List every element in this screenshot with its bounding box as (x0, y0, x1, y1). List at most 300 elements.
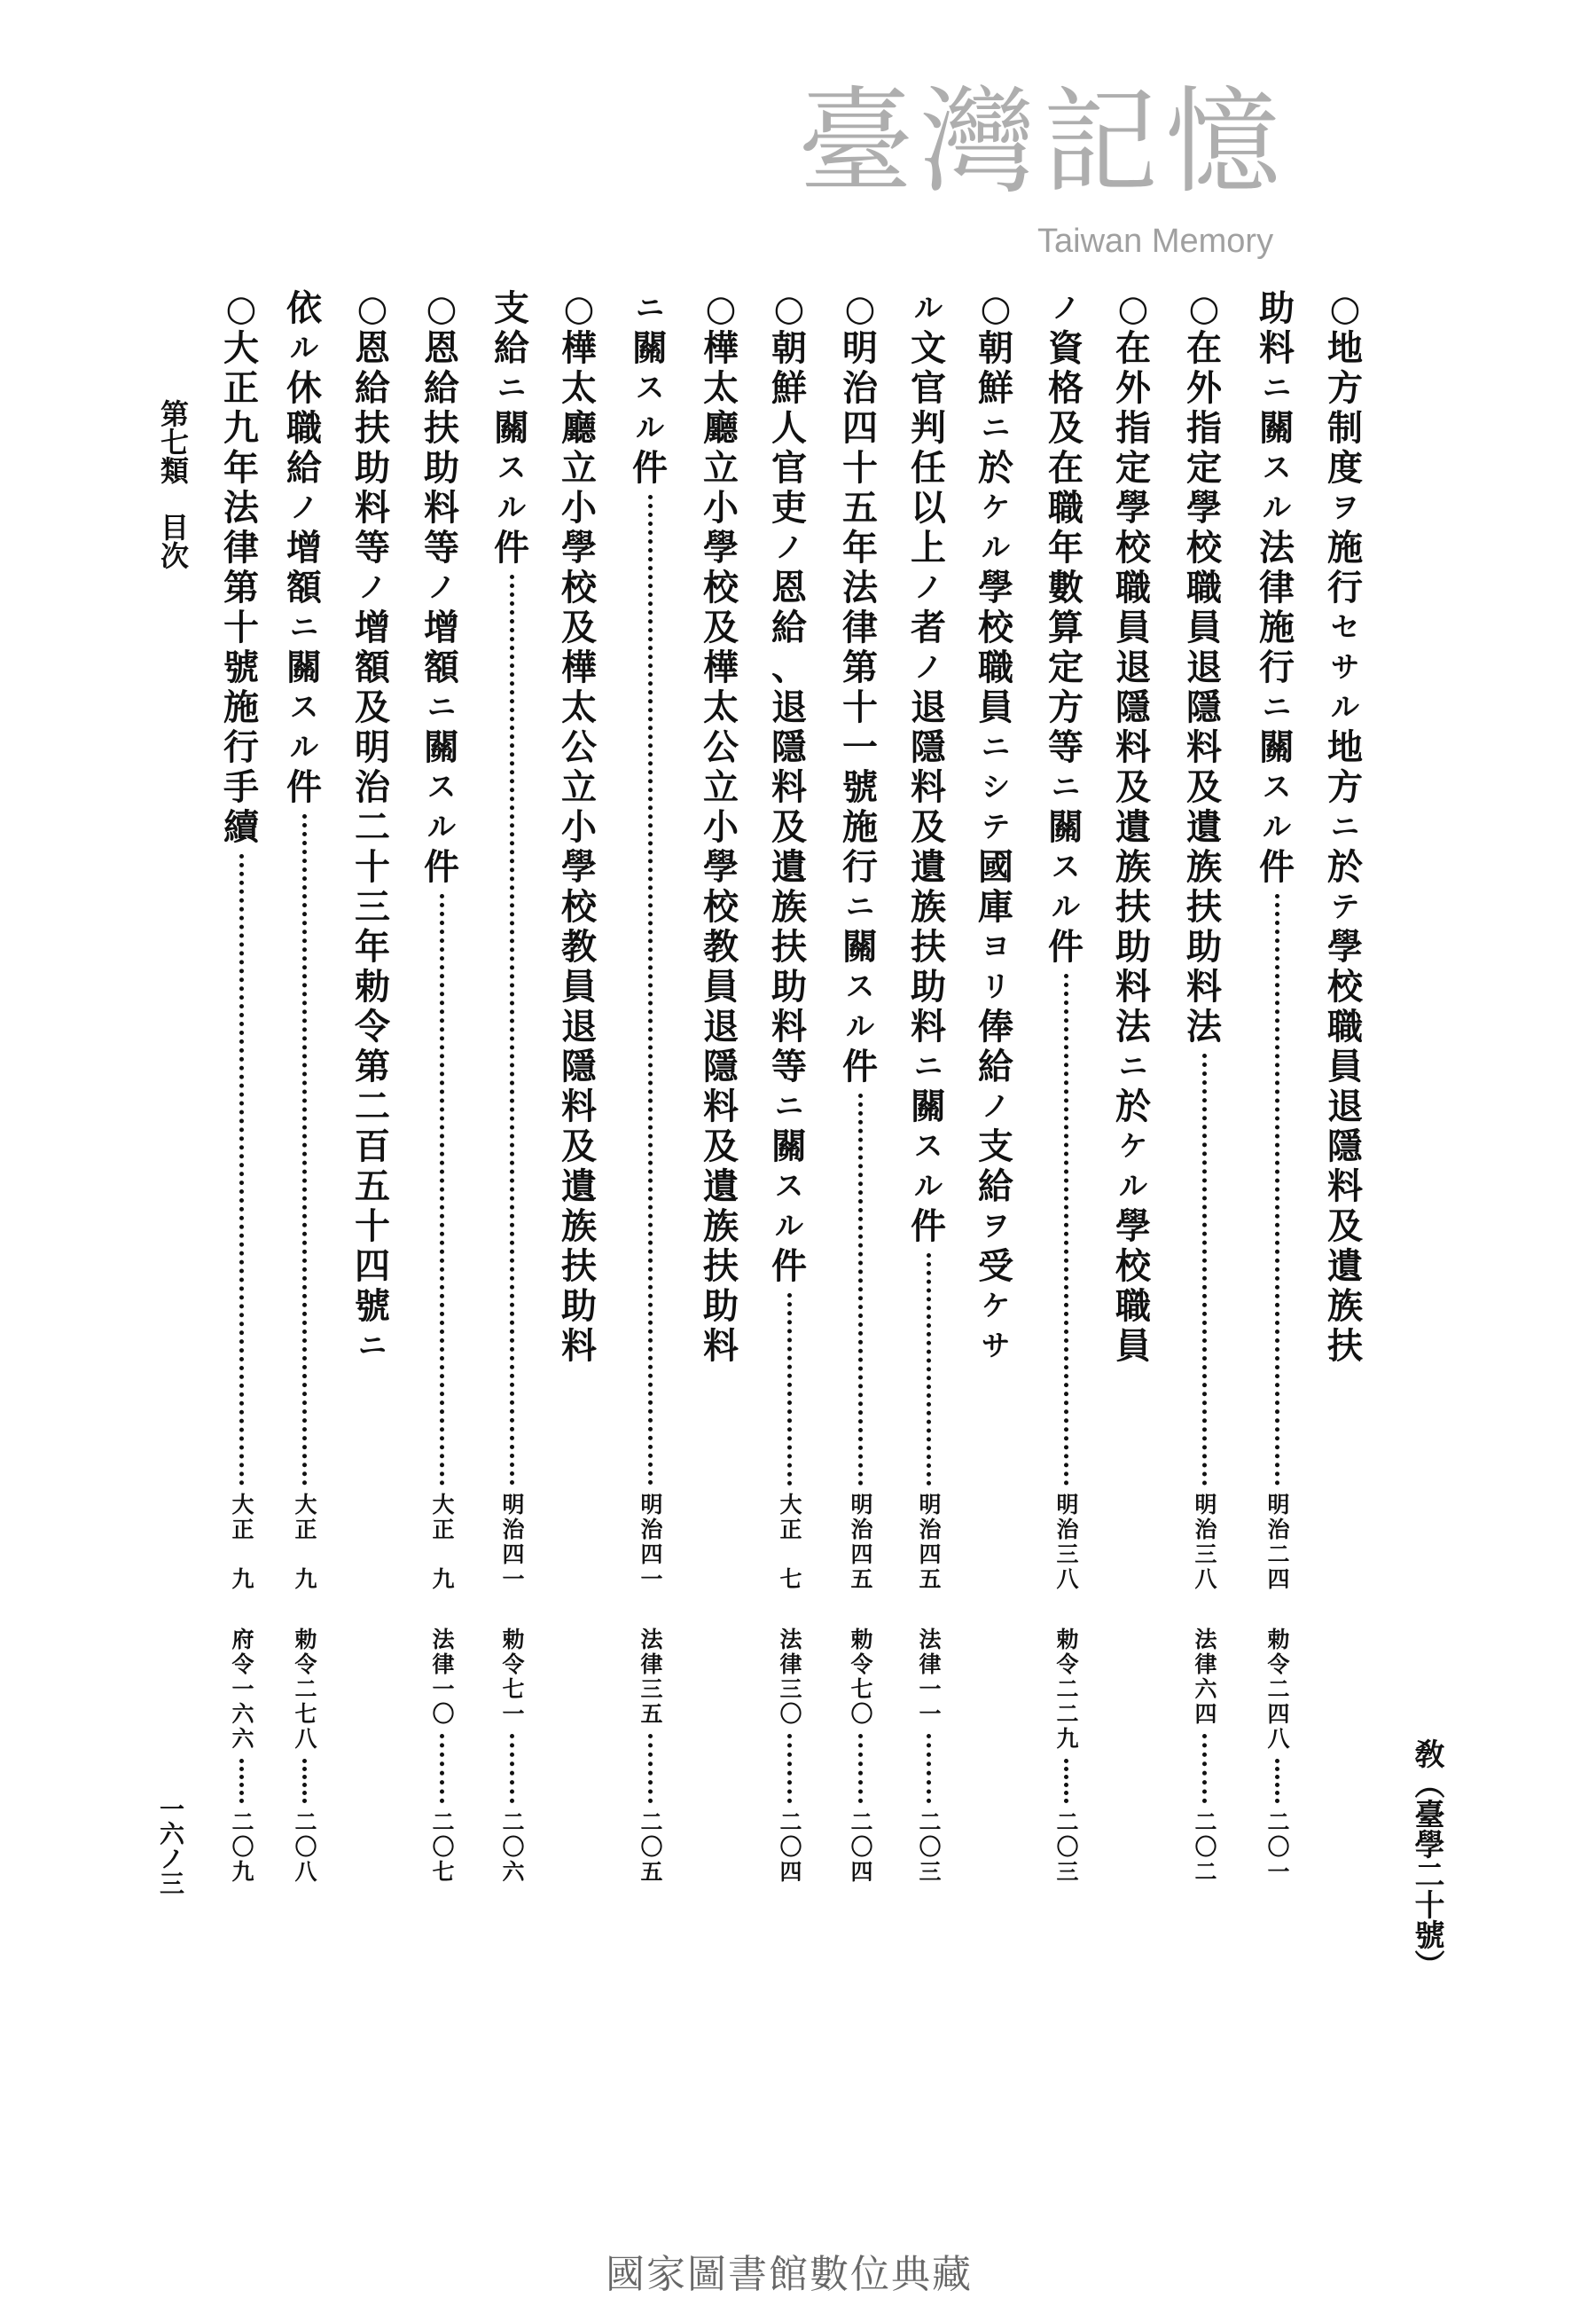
title-glyph: 學 (561, 846, 597, 888)
title-glyph: 人 (771, 407, 807, 449)
entry-page: 二〇二 (1192, 1810, 1217, 1885)
title-glyph: 於 (1327, 846, 1363, 888)
title-glyph: 校 (703, 567, 739, 608)
title-glyph: 鮮 (978, 367, 1013, 409)
title-glyph: ケ (981, 490, 1010, 524)
title-glyph: 職 (286, 407, 322, 449)
title-glyph: 扶 (1115, 886, 1151, 928)
entry-reference (634, 1493, 666, 1885)
title-glyph: 職 (978, 647, 1013, 688)
title-glyph: 給 (978, 1165, 1013, 1207)
entry-law-number: 法律六四 (1192, 1628, 1217, 1727)
title-glyph: 四 (355, 1245, 390, 1287)
toc-entry-column (1177, 288, 1231, 1885)
title-glyph: 助 (1115, 926, 1151, 968)
title-glyph: 關 (1048, 806, 1084, 848)
title-glyph: 退 (771, 686, 807, 728)
entry-page: 二〇一 (1264, 1810, 1290, 1885)
title-glyph: 太 (561, 686, 597, 728)
title-glyph: 十 (842, 686, 878, 728)
title-glyph: 遺 (561, 1165, 597, 1207)
title-glyph: 五 (355, 1165, 390, 1207)
title-glyph: ル (913, 291, 943, 325)
entry-era-year: 明治四五 (848, 1493, 873, 1592)
title-glyph: 件 (911, 1205, 946, 1247)
title-glyph: 隱 (771, 726, 807, 768)
title-glyph: 施 (223, 686, 259, 728)
title-glyph: 定 (1186, 447, 1222, 489)
title-glyph: 扶 (1327, 1325, 1363, 1367)
title-glyph: ノ (426, 570, 456, 604)
entry-title (1042, 288, 1090, 967)
title-glyph: 件 (1259, 846, 1295, 888)
title-glyph: ル (635, 411, 664, 444)
toc-entry-column (278, 288, 331, 1885)
title-glyph: 扶 (771, 926, 807, 968)
title-glyph: 料 (771, 1006, 807, 1047)
title-glyph: 以 (911, 487, 946, 529)
title-glyph: 助 (703, 1285, 739, 1327)
title-glyph: 廳 (561, 407, 597, 449)
title-glyph: 遺 (1327, 1245, 1363, 1287)
title-glyph: 法 (1115, 1006, 1151, 1047)
title-glyph: 令 (355, 1006, 390, 1047)
title-glyph: 料 (561, 1325, 597, 1367)
title-glyph: ス (289, 690, 318, 724)
title-glyph: 退 (1327, 1086, 1363, 1127)
title-glyph: ノ (289, 490, 318, 524)
title-glyph: 額 (355, 647, 390, 688)
dot-leader (1275, 1759, 1279, 1803)
title-glyph: 律 (1259, 567, 1295, 608)
title-glyph: 隱 (561, 1046, 597, 1087)
title-glyph: 料 (355, 487, 390, 529)
title-glyph: ニ (1118, 1049, 1147, 1083)
title-glyph: 學 (703, 527, 739, 569)
entry-reference (912, 1493, 944, 1885)
title-glyph: ル (981, 530, 1010, 564)
title-glyph: 施 (1259, 607, 1295, 648)
title-glyph: 件 (842, 1046, 878, 1087)
title-glyph: 小 (561, 806, 597, 848)
title-glyph: 任 (911, 447, 946, 489)
title-glyph: 樺 (561, 647, 597, 688)
title-glyph: 額 (424, 647, 459, 688)
entry-title (488, 288, 536, 568)
title-glyph: 年 (1048, 527, 1084, 569)
entry-reference (225, 1493, 257, 1885)
title-glyph: 族 (1115, 846, 1151, 888)
title-glyph: 退 (561, 1006, 597, 1047)
title-glyph: 退 (911, 686, 946, 728)
title-glyph: 依 (286, 287, 322, 329)
title-glyph: 族 (703, 1205, 739, 1247)
toc-entry-column (485, 288, 538, 1885)
entry-law-number: 勅令七一 (499, 1628, 525, 1727)
title-glyph: 助 (911, 966, 946, 1008)
title-glyph: 十 (223, 607, 259, 648)
entry-page: 二〇三 (1053, 1810, 1079, 1885)
entry-reference (1050, 1493, 1082, 1885)
dot-leader (440, 894, 444, 1486)
title-glyph: 支 (494, 287, 529, 329)
title-glyph: 三 (355, 886, 390, 928)
toc-entry-column (1250, 288, 1303, 1885)
title-glyph: 及 (1115, 766, 1151, 808)
title-glyph: 關 (286, 647, 322, 688)
title-glyph: 學 (561, 527, 597, 569)
title-glyph: 吏 (771, 487, 807, 529)
title-glyph: 校 (561, 567, 597, 608)
category-label: 第七類 目次 (156, 399, 190, 569)
title-glyph: 明 (355, 726, 390, 768)
title-glyph: 小 (561, 487, 597, 529)
title-glyph: セ (1330, 610, 1359, 644)
title-glyph: 校 (703, 886, 739, 928)
dot-leader (648, 1734, 653, 1803)
title-glyph: 樺 (561, 327, 597, 369)
title-glyph: サ (981, 1329, 1010, 1362)
title-glyph: 廳 (703, 407, 739, 449)
title-glyph: 年 (223, 447, 259, 489)
title-glyph: 學 (1327, 926, 1363, 968)
title-glyph: 國 (978, 846, 1013, 888)
title-glyph: ル (426, 810, 456, 843)
title-glyph: ス (426, 770, 456, 804)
title-glyph: ノ (913, 570, 943, 604)
title-glyph: ○ (844, 287, 876, 329)
title-glyph: 行 (1327, 567, 1363, 608)
title-glyph: 退 (1115, 647, 1151, 688)
title-glyph: 員 (1115, 607, 1151, 648)
title-glyph: 行 (223, 726, 259, 768)
toc-entry-column (552, 288, 606, 1885)
toc-entry-column (694, 288, 747, 1885)
title-glyph: 律 (223, 527, 259, 569)
title-glyph: 校 (1115, 527, 1151, 569)
title-glyph: ニ (1051, 770, 1080, 804)
title-glyph: 樺 (703, 327, 739, 369)
title-glyph: 地 (1327, 726, 1363, 768)
title-glyph: 恩 (771, 567, 807, 608)
title-glyph: 續 (223, 806, 259, 848)
title-glyph: テ (981, 810, 1010, 843)
entry-law-number: 勅令七〇 (848, 1628, 873, 1727)
entry-era-year: 明治二四 (1264, 1493, 1290, 1592)
title-glyph: 料 (424, 487, 459, 529)
title-glyph: ○ (356, 287, 388, 329)
dot-leader (787, 1293, 792, 1486)
title-glyph: 一 (842, 726, 878, 768)
title-glyph: 職 (1186, 567, 1222, 608)
title-glyph: 遺 (771, 846, 807, 888)
entry-era-year: 大正 九 (229, 1493, 254, 1592)
title-glyph: 施 (1327, 527, 1363, 569)
title-glyph: 職 (1327, 1006, 1363, 1047)
toc-entry-column (969, 288, 1022, 1885)
title-glyph: 學 (1115, 1205, 1151, 1247)
entry-law-number: 勅令二二九 (1053, 1628, 1079, 1752)
title-glyph: 料 (561, 1086, 597, 1127)
entry-law-number: 法律一一 (916, 1628, 942, 1727)
title-glyph: ニ (497, 371, 526, 404)
dot-leader (1275, 894, 1279, 1486)
title-glyph: 恩 (355, 327, 390, 369)
title-glyph: 料 (703, 1086, 739, 1127)
title-glyph: ニ (1330, 810, 1359, 843)
title-glyph: 治 (842, 367, 878, 409)
dot-leader (1064, 974, 1068, 1486)
title-glyph: ル (845, 1009, 874, 1043)
title-glyph: リ (981, 969, 1010, 1003)
title-glyph: 件 (771, 1245, 807, 1287)
title-glyph: 料 (1259, 327, 1295, 369)
title-glyph: ○ (1117, 287, 1149, 329)
title-glyph: 行 (842, 846, 878, 888)
title-glyph: 法 (1186, 1006, 1222, 1047)
title-glyph: 於 (978, 447, 1013, 489)
title-glyph: 判 (911, 407, 946, 449)
title-glyph: 立 (561, 766, 597, 808)
title-glyph: 十 (355, 846, 390, 888)
entry-law-number: 勅令二四八 (1264, 1628, 1290, 1752)
title-glyph: ケ (981, 1289, 1010, 1322)
title-glyph: ル (913, 1169, 943, 1203)
toc-entry-column (1039, 288, 1092, 1885)
title-glyph: 隱 (911, 726, 946, 768)
title-glyph: ノ (913, 650, 943, 684)
title-glyph: 族 (911, 886, 946, 928)
dot-leader (787, 1734, 792, 1803)
entry-title (217, 288, 265, 847)
toc-entry-column (346, 288, 399, 1885)
title-glyph: 扶 (424, 407, 459, 449)
title-glyph: 學 (1186, 487, 1222, 529)
title-glyph: 遺 (1115, 806, 1151, 848)
title-glyph: 在 (1186, 327, 1222, 369)
title-glyph: サ (1330, 650, 1359, 684)
title-glyph: 校 (561, 886, 597, 928)
title-glyph: ニ (981, 730, 1010, 764)
title-glyph: 公 (561, 726, 597, 768)
title-glyph: 員 (978, 686, 1013, 728)
entry-page: 二〇四 (777, 1810, 802, 1885)
title-glyph: 員 (1115, 1325, 1151, 1367)
title-glyph: 助 (561, 1285, 597, 1327)
title-glyph: 扶 (355, 407, 390, 449)
title-glyph: 等 (771, 1046, 807, 1087)
entry-reference (1188, 1493, 1220, 1885)
title-glyph: ヲ (1330, 490, 1359, 524)
entry-title (626, 288, 674, 488)
title-glyph: 校 (978, 607, 1013, 648)
title-glyph: 料 (1115, 966, 1151, 1008)
entry-title (836, 288, 884, 1086)
title-glyph: 十 (842, 447, 878, 489)
dot-leader (239, 854, 244, 1486)
title-glyph: ス (913, 1129, 943, 1163)
dot-leader (858, 1734, 863, 1803)
entry-era-year: 明治三八 (1053, 1493, 1079, 1592)
title-glyph: 料 (1115, 726, 1151, 768)
entry-reference (1261, 1493, 1293, 1885)
title-glyph: 料 (1186, 726, 1222, 768)
toc-entry-column (623, 288, 677, 1885)
title-glyph: ○ (773, 287, 805, 329)
title-glyph: 關 (842, 926, 878, 968)
title-glyph: ス (635, 371, 664, 404)
title-glyph: 料 (1186, 966, 1222, 1008)
title-glyph: ル (1330, 690, 1359, 724)
title-glyph: 遺 (911, 846, 946, 888)
title-glyph: 定 (1048, 647, 1084, 688)
entry-page: 二〇九 (229, 1810, 254, 1885)
title-glyph: 助 (1259, 287, 1295, 329)
title-glyph: ニ (1262, 690, 1291, 724)
title-glyph: 立 (703, 447, 739, 489)
running-header: 敎（臺學二十號） (1409, 1738, 1444, 1980)
title-glyph: 等 (424, 527, 459, 569)
entry-law-number: 法律三〇 (777, 1628, 802, 1727)
title-glyph: 及 (703, 1126, 739, 1167)
title-glyph: 庫 (978, 886, 1013, 928)
title-glyph: 遺 (703, 1165, 739, 1207)
title-glyph: 數 (1048, 567, 1084, 608)
title-glyph: ○ (980, 287, 1012, 329)
title-glyph: 員 (703, 966, 739, 1008)
title-glyph: 族 (561, 1205, 597, 1247)
title-glyph: ニ (845, 890, 874, 923)
entry-era-year: 明治三八 (1192, 1493, 1217, 1592)
title-glyph: 地 (1327, 327, 1363, 369)
title-glyph: 隱 (703, 1046, 739, 1087)
title-glyph: 二 (355, 806, 390, 848)
title-glyph: 關 (424, 726, 459, 768)
title-glyph: 職 (1048, 487, 1084, 529)
title-glyph: 在 (1048, 447, 1084, 489)
archive-footer: 國家圖書館數位典藏 (606, 2252, 973, 2297)
title-glyph: 小 (703, 487, 739, 529)
entry-title (555, 288, 603, 1366)
title-glyph: 十 (355, 1205, 390, 1247)
title-glyph: 法 (1259, 527, 1295, 569)
title-glyph: 扶 (561, 1245, 597, 1287)
title-glyph: ル (1051, 890, 1080, 923)
title-glyph: 給 (424, 367, 459, 409)
title-glyph: 樺 (703, 647, 739, 688)
title-glyph: 號 (842, 766, 878, 808)
title-glyph: 指 (1115, 407, 1151, 449)
title-glyph: ヨ (981, 929, 1010, 963)
entry-title (904, 288, 952, 1246)
title-glyph: 員 (1327, 1046, 1363, 1087)
title-glyph: 方 (1048, 686, 1084, 728)
title-glyph: 退 (703, 1006, 739, 1047)
title-glyph: 關 (494, 407, 529, 449)
title-glyph: 職 (1115, 1285, 1151, 1327)
title-glyph: ニ (357, 1329, 387, 1362)
title-glyph: 料 (703, 1325, 739, 1367)
title-glyph: 等 (1048, 726, 1084, 768)
title-glyph: 、 (771, 647, 807, 688)
title-glyph: ス (1262, 770, 1291, 804)
title-glyph: 關 (1259, 726, 1295, 768)
title-glyph: 關 (1259, 407, 1295, 449)
title-glyph: 退 (1186, 647, 1222, 688)
title-glyph: 增 (424, 607, 459, 648)
entry-title (697, 288, 745, 1366)
title-glyph: 法 (842, 567, 878, 608)
title-glyph: ニ (774, 1089, 803, 1123)
entry-page: 二〇七 (429, 1810, 455, 1885)
title-glyph: 小 (703, 806, 739, 848)
dot-leader (1202, 1734, 1207, 1803)
title-glyph: ○ (1188, 287, 1220, 329)
title-glyph: 給 (494, 327, 529, 369)
title-glyph: 第 (223, 567, 259, 608)
entry-era-year: 明治四五 (916, 1493, 942, 1592)
entry-page: 二〇八 (292, 1810, 317, 1885)
dot-leader (302, 1759, 307, 1803)
title-glyph: 族 (1327, 1285, 1363, 1327)
title-glyph: 助 (1186, 926, 1222, 968)
title-glyph: 件 (286, 766, 322, 808)
page-number: 一六ノ三 (156, 1796, 185, 1895)
title-glyph: 額 (286, 567, 322, 608)
entry-title (1180, 288, 1228, 1047)
title-glyph: 施 (842, 806, 878, 848)
title-glyph: 料 (911, 766, 946, 808)
toc-entry-column (215, 288, 268, 1885)
title-glyph: ノ (357, 570, 387, 604)
title-glyph: ル (1262, 810, 1291, 843)
entry-page: 二〇三 (916, 1810, 942, 1885)
title-glyph: 遺 (1186, 806, 1222, 848)
title-glyph: 關 (632, 327, 668, 369)
title-glyph: 教 (561, 926, 597, 968)
title-glyph: 學 (1115, 487, 1151, 529)
entry-reference (773, 1493, 805, 1885)
title-glyph: 行 (1259, 647, 1295, 688)
dot-leader (510, 575, 514, 1486)
title-glyph: 助 (771, 966, 807, 1008)
entry-title (972, 288, 1020, 1366)
title-glyph: 在 (1115, 327, 1151, 369)
title-glyph: 及 (911, 806, 946, 848)
title-glyph: ル (497, 490, 526, 524)
entry-reference (288, 1493, 320, 1885)
entry-title (280, 288, 328, 807)
title-glyph: 律 (842, 607, 878, 648)
title-glyph: ○ (1329, 287, 1361, 329)
title-glyph: 件 (494, 527, 529, 569)
entry-era-year: 大正 九 (292, 1493, 317, 1592)
entry-era-year: 明治四一 (638, 1493, 663, 1592)
dot-leader (440, 1734, 444, 1803)
title-glyph: 及 (561, 607, 597, 648)
entry-law-number: 法律三五 (638, 1628, 663, 1727)
title-glyph: 族 (1186, 846, 1222, 888)
title-glyph: 者 (911, 607, 946, 648)
title-glyph: 正 (223, 367, 259, 409)
title-glyph: 員 (1186, 607, 1222, 648)
title-glyph: 件 (632, 447, 668, 489)
entry-reference (496, 1493, 528, 1885)
title-glyph: 及 (703, 607, 739, 648)
entry-page: 二〇六 (499, 1810, 525, 1885)
entry-page: 二〇五 (638, 1810, 663, 1885)
title-glyph: ニ (426, 690, 456, 724)
